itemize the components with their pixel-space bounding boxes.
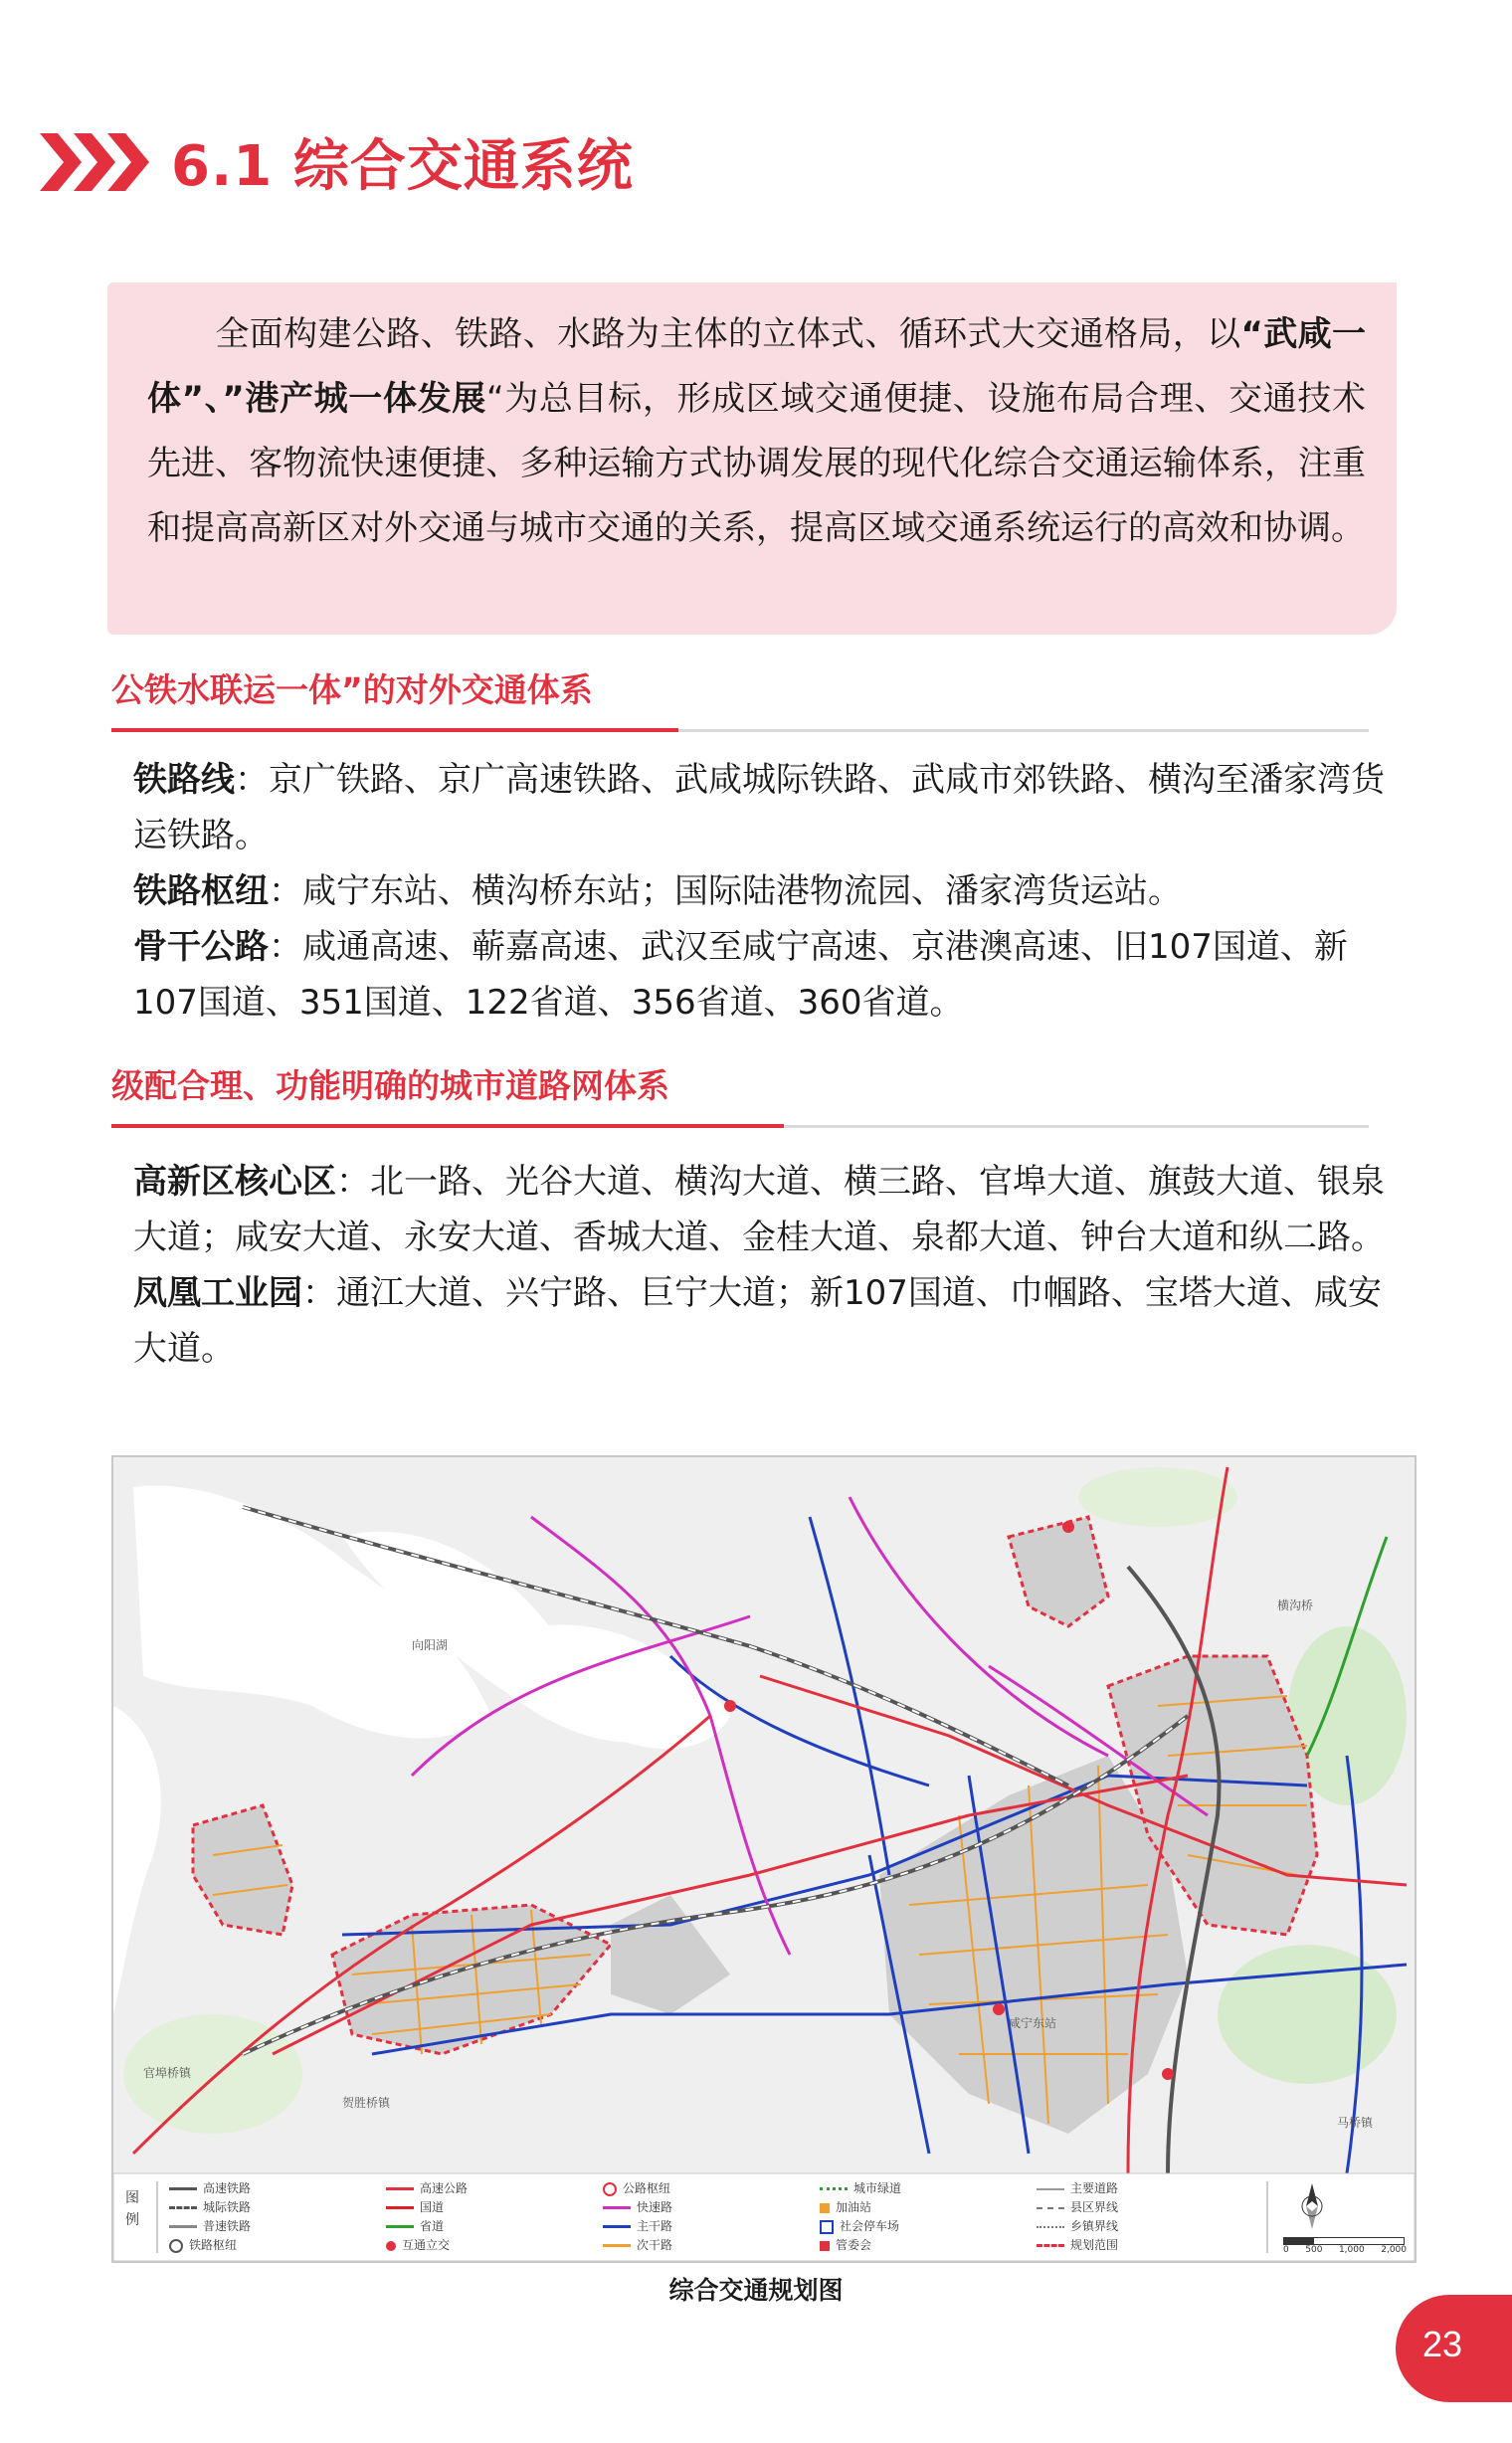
section1-body <box>133 752 1397 1031</box>
legend-item: 乡镇界线 <box>1037 2217 1253 2234</box>
legend-item: 加油站 <box>820 2198 1037 2215</box>
section2-rule-accent <box>111 1124 784 1128</box>
legend-item: 管委会 <box>820 2236 1037 2253</box>
legend-item: 公路枢纽 <box>603 2179 820 2196</box>
map-place-label: 官埠桥镇 <box>143 2066 192 2080</box>
map-place-label: 向阳湖 <box>412 1638 449 1652</box>
legend-item: 国道 <box>386 2198 603 2215</box>
map-canvas <box>113 1457 1415 2261</box>
map-hub-marker <box>1162 2068 1174 2080</box>
map-place-label: 马桥镇 <box>1337 2116 1374 2130</box>
legend-item: 铁路枢纽 <box>169 2236 386 2253</box>
legend-item: 次干路 <box>603 2236 820 2253</box>
legend-item: 社会停车场 <box>820 2217 1037 2234</box>
list-item: 铁路枢纽：咸宁东站、横沟桥东站；国际陆港物流园、潘家湾货运站。 <box>133 871 1182 911</box>
triple-chevron-icon <box>40 127 159 197</box>
section-title-row <box>40 117 634 207</box>
section1-heading <box>111 664 1369 732</box>
legend-item: 城市绿道 <box>820 2179 1037 2196</box>
legend-item: 规划范围 <box>1037 2236 1253 2253</box>
map-place-label: 咸宁东站 <box>1009 2016 1057 2030</box>
intro-bold-goal: “武咸一体”、”港产城一体发展 <box>147 314 1366 419</box>
map-hub-marker <box>993 2003 1005 2015</box>
legend-grid <box>169 2179 1253 2253</box>
page-number: 23 <box>1422 2324 1463 2364</box>
legend-item: 普速铁路 <box>169 2217 386 2234</box>
section2-body <box>133 1154 1397 1377</box>
section2-title: 级配合理、功能明确的城市道路网体系 <box>111 1066 669 1105</box>
map-place-label: 横沟桥 <box>1277 1598 1314 1612</box>
list-item: 铁路线：京广铁路、京广高速铁路、武咸城际铁路、武咸市郊铁路、横沟至潘家湾货运铁路。 <box>133 760 1385 855</box>
intro-paragraph <box>147 302 1366 561</box>
legend-item: 主干路 <box>603 2217 820 2234</box>
legend-item: 城际铁路 <box>169 2198 386 2215</box>
intro-line1: 全面构建公路、铁路、水路为主体的立体式、循环式大交通格局，以 <box>215 314 1241 354</box>
north-arrow-icon <box>1287 2181 1337 2231</box>
legend-item: 县区界线 <box>1037 2198 1253 2215</box>
map-place-label: 贺胜桥镇 <box>342 2096 391 2110</box>
scale-labels: 0 500 1,000 2,000 <box>1283 2245 1407 2255</box>
legend-item: 主要道路 <box>1037 2179 1253 2196</box>
map-hub-marker <box>1062 1521 1074 1533</box>
legend-item: 高速公路 <box>386 2179 603 2196</box>
map-green-area <box>1078 1467 1237 1527</box>
map-hub-marker <box>724 1700 736 1712</box>
legend-item: 互通立交 <box>386 2236 603 2253</box>
map-green-area <box>1218 1945 1397 2084</box>
transport-plan-map <box>111 1455 1417 2263</box>
legend-item: 快速路 <box>603 2198 820 2215</box>
legend-title: 图例 <box>125 2190 139 2228</box>
section1-title: 公铁水联运一体”的对外交通体系 <box>111 670 593 709</box>
map-caption: 综合交通规划图 <box>668 2276 844 2305</box>
legend-item: 省道 <box>386 2217 603 2234</box>
list-item: 凤凰工业园：通江大道、兴宁路、巨宁大道；新107国道、巾帼路、宝塔大道、咸安大道。 <box>133 1273 1382 1369</box>
list-item: 高新区核心区：北一路、光谷大道、横沟大道、横三路、官埠大道、旗鼓大道、银泉大道；咸安大道、永安大道、香城大道、金桂大道、泉都大道、钟台大道和纵二路。 <box>133 1162 1385 1257</box>
legend-item: 高速铁路 <box>169 2179 386 2196</box>
page-title: 6.1 综合交通系统 <box>171 134 634 199</box>
list-item: 骨干公路：咸通高速、蕲嘉高速、武汉至咸宁高速、京港澳高速、旧107国道、新107国道、351国道、122省道、356省道、360省道。 <box>133 927 1348 1023</box>
scale-bar <box>1283 2237 1405 2245</box>
intro-rest: “为总目标，形成区域交通便捷、设施布局合理、交通技术先进、客物流快速便捷、多种运输方式协调发展的现代化综合交通运输体系，注重和提高高新区对外交通与城市交通的关系，提高区域交通系统运行的高效和协调。 <box>147 379 1366 548</box>
section2-heading <box>111 1060 1369 1128</box>
section1-rule-accent <box>111 728 678 732</box>
